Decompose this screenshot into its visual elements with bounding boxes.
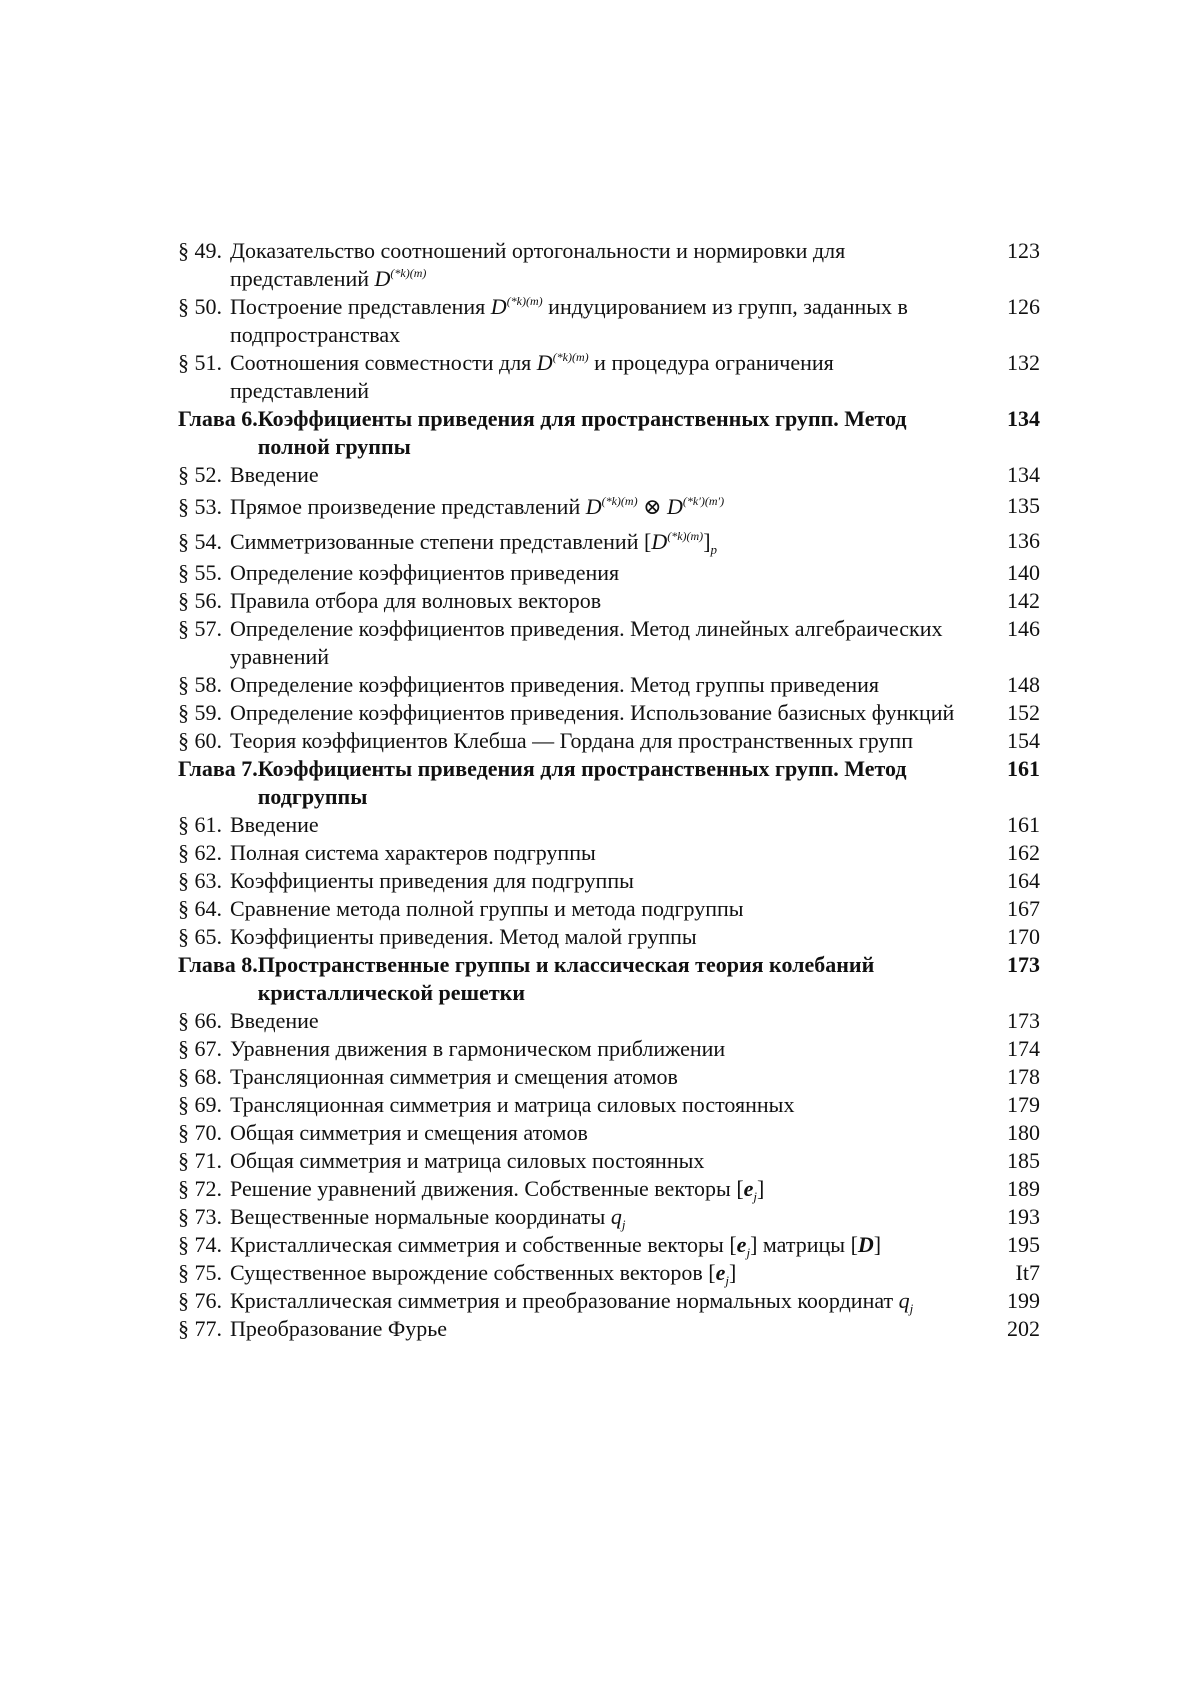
entry-title: Определение коэффициентов приведения xyxy=(230,560,620,585)
page-number: 185 xyxy=(1007,1148,1040,1173)
entry-number: § 49. xyxy=(178,238,222,263)
toc-entry xyxy=(178,1007,1040,1035)
toc-chapter xyxy=(178,755,1040,811)
toc-entry xyxy=(178,839,1040,867)
entry-title xyxy=(230,1231,990,1259)
title-text: Прямое произведение представлений xyxy=(230,494,586,519)
page-number: 136 xyxy=(1007,528,1040,553)
page-number: 180 xyxy=(1007,1120,1040,1145)
entry-number: § 75. xyxy=(178,1260,222,1285)
title-text: ] xyxy=(873,1232,882,1257)
page-number: 123 xyxy=(1007,238,1040,263)
page-number: 142 xyxy=(1007,588,1040,613)
math-subscript: j xyxy=(753,1189,758,1204)
math-symbol: D xyxy=(667,494,683,519)
page-number: 179 xyxy=(1007,1092,1040,1117)
title-text: Доказательство соотношений ортогональности и нормировки для представлений xyxy=(230,238,846,291)
toc-entry xyxy=(178,1119,1040,1147)
entry-title: Введение xyxy=(230,1008,319,1033)
page-number: 202 xyxy=(1007,1316,1040,1341)
entry-number: § 66. xyxy=(178,1008,222,1033)
title-text: Симметризованные степени представлений [ xyxy=(230,529,652,554)
toc-entry xyxy=(178,811,1040,839)
page-number: 173 xyxy=(1007,952,1040,977)
page-number: It7 xyxy=(1015,1260,1040,1285)
entry-number: § 57. xyxy=(178,616,222,641)
entry-title xyxy=(230,1203,990,1231)
title-text: Решение уравнений движения. Собственные векторы [ xyxy=(230,1176,744,1201)
math-symbol: D xyxy=(490,294,507,319)
entry-number: § 74. xyxy=(178,1232,222,1257)
entry-number: § 58. xyxy=(178,672,222,697)
toc-entry xyxy=(178,923,1040,951)
entry-title: Пространственные группы и классическая теория колебаний кристаллической решетки xyxy=(257,952,875,1005)
page-number: 132 xyxy=(1007,350,1040,375)
entry-number: § 54. xyxy=(178,529,222,554)
math-subscript: j xyxy=(621,1217,626,1232)
toc-entry xyxy=(178,699,1040,727)
entry-number: § 51. xyxy=(178,350,222,375)
math-subscript: j xyxy=(725,1273,729,1288)
entry-title: Общая симметрия и матрица силовых постоянных xyxy=(230,1148,705,1173)
entry-number: § 69. xyxy=(178,1092,222,1117)
math-superscript: (*k)(m) xyxy=(667,529,704,543)
entry-title: Определение коэффициентов приведения. Метод группы приведения xyxy=(230,672,880,697)
page-number: 195 xyxy=(1007,1232,1040,1257)
entry-number: § 76. xyxy=(178,1288,222,1313)
page-number: 161 xyxy=(1007,812,1040,837)
toc-entry xyxy=(178,895,1040,923)
page-number: 162 xyxy=(1007,840,1040,865)
page-number: 199 xyxy=(1007,1288,1040,1313)
title-text: ] матрицы [ xyxy=(750,1232,858,1257)
entry-title: Определение коэффициентов приведения. Метод линейных алгебраических уравнений xyxy=(230,616,943,669)
entry-title: Коэффициенты приведения для подгруппы xyxy=(230,868,634,893)
entry-number: § 56. xyxy=(178,588,222,613)
title-text: индуцированием из групп, заданных в подпространствах xyxy=(230,294,908,347)
entry-title: Уравнения движения в гармоническом приближении xyxy=(230,1036,726,1061)
toc-entry xyxy=(178,1063,1040,1091)
page-number: 140 xyxy=(1007,560,1040,585)
title-text: Соотношения совместности для xyxy=(230,350,537,375)
math-vector: e xyxy=(736,1232,747,1257)
toc-entry xyxy=(178,727,1040,755)
entry-title: Введение xyxy=(230,812,319,837)
entry-title xyxy=(230,293,990,349)
page-number: 193 xyxy=(1007,1204,1040,1229)
toc-entry xyxy=(178,1287,1040,1315)
entry-title: Полная система характеров подгруппы xyxy=(230,840,596,865)
page-number: 173 xyxy=(1007,1008,1040,1033)
entry-number: § 77. xyxy=(178,1316,222,1341)
page-number: 148 xyxy=(1007,672,1040,697)
toc-entry xyxy=(178,559,1040,587)
entry-number: § 72. xyxy=(178,1176,222,1201)
page-number: 134 xyxy=(1007,462,1040,487)
title-text: Вещественные нормальные координаты xyxy=(230,1204,611,1229)
entry-title: Коэффициенты приведения для пространственных групп. Метод подгруппы xyxy=(257,756,907,809)
entry-number: § 59. xyxy=(178,700,222,725)
title-text: Кристаллическая симметрия и преобразование нормальных координат xyxy=(230,1288,899,1313)
entry-title xyxy=(230,349,990,405)
math-superscript: (*k)(m) xyxy=(552,350,589,364)
entry-number: § 55. xyxy=(178,560,222,585)
title-text: и процедура ограничения представлений xyxy=(230,350,834,403)
entry-number: § 68. xyxy=(178,1064,222,1089)
title-text: ] xyxy=(757,1176,765,1201)
toc-entry xyxy=(178,461,1040,489)
math-subscript: j xyxy=(746,1245,751,1260)
title-text: Построение представления xyxy=(230,294,491,319)
entry-number: § 70. xyxy=(178,1120,222,1145)
title-text: Кристаллическая симметрия и собственные векторы [ xyxy=(230,1232,737,1257)
entry-number: § 63. xyxy=(178,868,222,893)
math-superscript: (*k)(m) xyxy=(601,494,638,508)
toc-entry xyxy=(178,1231,1040,1259)
toc-entry xyxy=(178,1315,1040,1343)
toc-entry xyxy=(178,1147,1040,1175)
entry-number: § 67. xyxy=(178,1036,222,1061)
toc-entry xyxy=(178,671,1040,699)
toc-entry xyxy=(178,237,1040,293)
entry-title: Сравнение метода полной группы и метода подгруппы xyxy=(230,896,744,921)
entry-title xyxy=(230,1175,990,1203)
toc-entry xyxy=(178,349,1040,405)
entry-title xyxy=(230,1259,990,1287)
entry-title: Правила отбора для волновых векторов xyxy=(230,588,602,613)
entry-title xyxy=(230,527,990,556)
entry-number: § 60. xyxy=(178,728,222,753)
math-symbol: q xyxy=(898,1288,910,1313)
page-number: 154 xyxy=(1007,728,1040,753)
page-number: 167 xyxy=(1007,896,1040,921)
toc-chapter xyxy=(178,405,1040,461)
toc-entry xyxy=(178,867,1040,895)
entry-number: § 52. xyxy=(178,462,222,487)
math-superscript: (*k′)(m′) xyxy=(682,494,725,508)
entry-title: Определение коэффициентов приведения. Использование базисных функций xyxy=(230,700,955,725)
math-symbol: D xyxy=(585,494,602,519)
entry-title: Коэффициенты приведения. Метод малой группы xyxy=(230,924,697,949)
page-number: 170 xyxy=(1007,924,1040,949)
entry-title: Введение xyxy=(230,462,319,487)
toc-entry xyxy=(178,1175,1040,1203)
math-symbol: D xyxy=(536,350,553,375)
toc-entry xyxy=(178,1259,1040,1287)
toc-chapter xyxy=(178,951,1040,1007)
title-text: Существенное вырождение собственных векторов [ xyxy=(230,1260,716,1285)
entry-number: § 62. xyxy=(178,840,222,865)
page-number: 178 xyxy=(1007,1064,1040,1089)
entry-title: Теория коэффициентов Клебша — Гордана для пространственных групп xyxy=(230,728,913,753)
page-number: 135 xyxy=(1007,493,1040,518)
entry-title: Коэффициенты приведения для пространственных групп. Метод полной группы xyxy=(257,406,907,459)
entry-number: § 71. xyxy=(178,1148,222,1173)
toc-entry xyxy=(178,1035,1040,1063)
math-symbol: D xyxy=(374,266,391,291)
math-vector: e xyxy=(715,1260,726,1285)
entry-number: § 73. xyxy=(178,1204,222,1229)
page-number: 134 xyxy=(1007,406,1040,431)
entry-title: Преобразование Фурье xyxy=(230,1316,448,1341)
toc-entry xyxy=(178,587,1040,615)
page-number: 174 xyxy=(1007,1036,1040,1061)
entry-number: Глава 7. xyxy=(178,756,258,781)
entry-number: Глава 6. xyxy=(178,406,258,431)
entry-number: § 53. xyxy=(178,494,222,519)
entry-number: § 65. xyxy=(178,924,222,949)
entry-title: Трансляционная симметрия и смещения атомов xyxy=(230,1064,678,1089)
math-operator: ⊗ xyxy=(637,494,668,519)
math-symbol: D xyxy=(651,529,668,554)
entry-title xyxy=(230,492,990,521)
math-symbol: q xyxy=(610,1204,622,1229)
page-number: 161 xyxy=(1007,756,1040,781)
entry-title: Трансляционная симметрия и матрица силовых постоянных xyxy=(230,1092,795,1117)
title-text: ] xyxy=(703,529,711,554)
entry-title: Общая симметрия и смещения атомов xyxy=(230,1120,588,1145)
page-number: 189 xyxy=(1007,1176,1040,1201)
toc-entry xyxy=(178,524,1040,559)
entry-title xyxy=(230,1287,990,1315)
entry-title xyxy=(230,237,990,293)
page-number: 126 xyxy=(1007,294,1040,319)
math-superscript: (*k)(m) xyxy=(390,266,427,280)
entry-number: Глава 8. xyxy=(178,952,258,977)
math-superscript: (*k)(m) xyxy=(506,294,543,308)
page-number: 152 xyxy=(1007,700,1040,725)
math-vector: e xyxy=(743,1176,754,1201)
table-of-contents xyxy=(178,237,1040,1343)
toc-entry xyxy=(178,615,1040,671)
math-subscript: j xyxy=(909,1301,914,1316)
title-text: ] xyxy=(729,1260,737,1285)
math-subscript: p xyxy=(710,542,718,557)
toc-entry xyxy=(178,1091,1040,1119)
math-matrix: D xyxy=(857,1232,874,1257)
toc-entry xyxy=(178,489,1040,524)
page-number: 164 xyxy=(1007,868,1040,893)
entry-number: § 61. xyxy=(178,812,222,837)
entry-number: § 64. xyxy=(178,896,222,921)
page-number: 146 xyxy=(1007,616,1040,641)
toc-entry xyxy=(178,293,1040,349)
toc-entry xyxy=(178,1203,1040,1231)
entry-number: § 50. xyxy=(178,294,222,319)
